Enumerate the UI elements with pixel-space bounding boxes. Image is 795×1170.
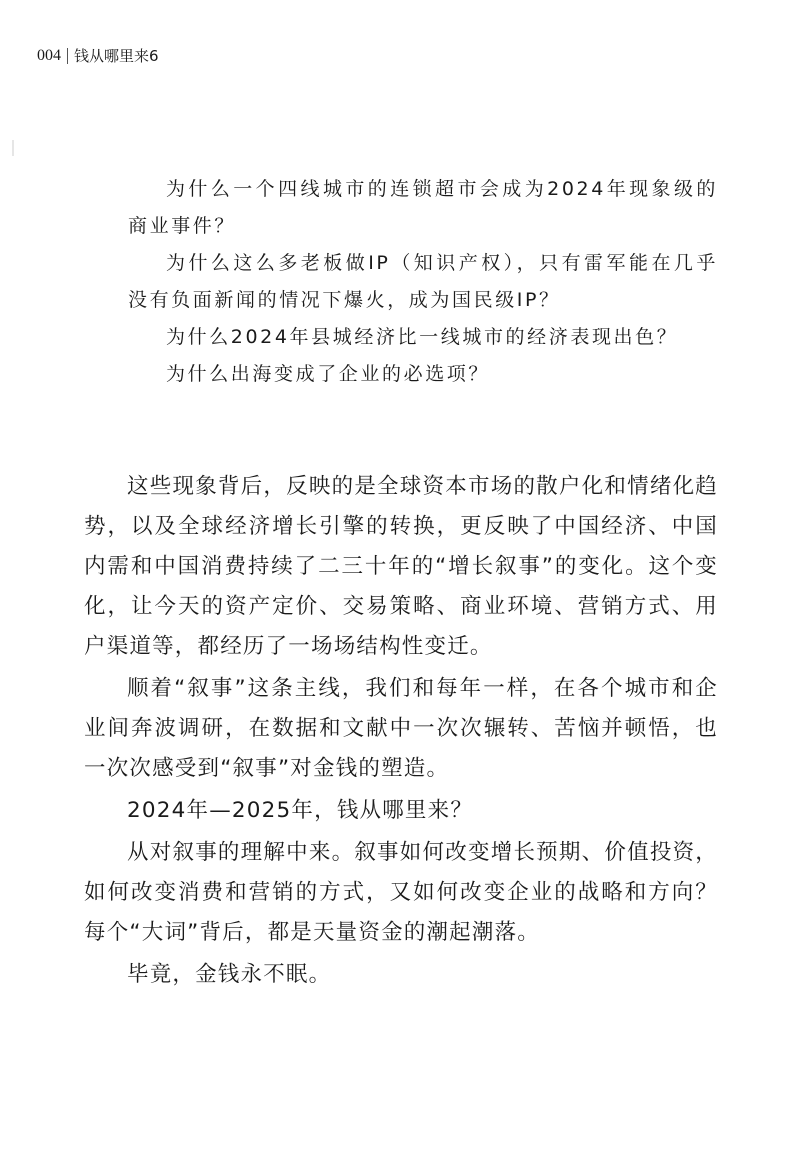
page-number: 004 [37, 47, 61, 64]
paragraph-5: 毕竟，金钱永不眠。 [127, 962, 332, 987]
question-3: 为什么2024年县城经济比一线城市的经济表现出色？ [166, 326, 679, 348]
question-4: 为什么出海变成了企业的必选项？ [166, 363, 491, 385]
paragraph-4: 从对叙事的理解中来。叙事如何改变增长预期、价值投资，如何改变消费和营销的方式，又如何改变企业的战略和方向？每个“大词”背后，都是天量资金的潮起潮落。 [84, 840, 718, 945]
header-divider [67, 48, 68, 64]
paragraph-3: 2024年—2025年，钱从哪里来？ [127, 798, 474, 823]
question-1: 为什么一个四线城市的连锁超市会成为2024年现象级的商业事件？ [128, 178, 718, 237]
book-title: 钱从哪里来6 [74, 47, 159, 65]
question-2: 为什么这么多老板做IP（知识产权），只有雷军能在几乎没有负面新闻的情况下爆火，成为国民级IP？ [128, 252, 718, 311]
paragraph-2: 顺着“叙事”这条主线，我们和每年一样，在各个城市和企业间奔波调研，在数据和文献中一次次辗转、苦恼并顿悟，也一次次感受到“叙事”对金钱的塑造。 [84, 676, 718, 781]
body-text [84, 467, 718, 995]
running-header [37, 46, 159, 66]
question-list [128, 171, 718, 393]
margin-mark [12, 140, 14, 156]
paragraph-1: 这些现象背后，反映的是全球资本市场的散户化和情绪化趋势，以及全球经济增长引擎的转换，更反映了中国经济、中国内需和中国消费持续了二三十年的“增长叙事”的变化。这个变化，让今天的资产定价、交易策略、商业环境、营销方式、用户渠道等，都经历了一场场结构性变迁。 [84, 474, 718, 659]
